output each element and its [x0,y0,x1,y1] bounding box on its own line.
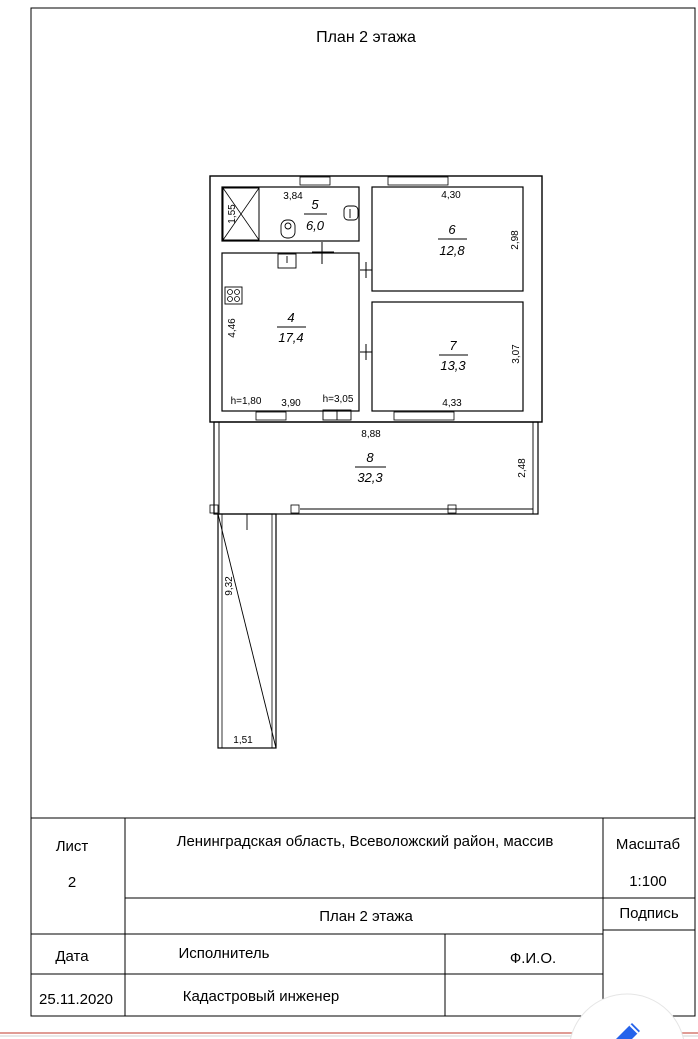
executor-label: Исполнитель [178,945,270,962]
dim-stair-width: 1,51 [233,735,253,746]
page-title: План 2 этажа [316,29,416,46]
sink-icon [344,206,358,220]
room-4-area: 17,4 [278,330,304,345]
dim-r4-width: 3,90 [281,398,301,409]
dim-r7-width: 4,33 [442,398,462,409]
room-8-number: 8 [366,450,374,465]
window [394,412,454,420]
room-4-number: 4 [287,310,295,325]
dim-r4-height: 4,46 [227,318,238,338]
window [256,412,286,420]
outer-wall [210,176,542,422]
fio-label: Ф.И.О. [509,950,557,967]
dim-stair-length: 9,32 [224,576,235,596]
scale-label: Масштаб [615,836,681,853]
room-5-area: 6,0 [305,218,325,233]
engineer-label: Кадастровый инженер [182,988,340,1005]
room-7 [372,302,523,411]
edit-fab[interactable] [569,994,685,1039]
scale-value: 1:100 [629,873,667,890]
address-text: Ленинградская область, Всеволожский район, массив [176,833,554,850]
sheet-label: Лист [55,838,89,855]
stove-icon [225,287,242,304]
room-7-number: 7 [449,338,457,353]
signature-label: Подпись [619,905,679,922]
dim-r6-width: 4,30 [441,190,461,201]
room-5-number: 5 [311,197,319,212]
window [388,177,448,185]
room-7-area: 13,3 [440,358,466,373]
dim-h2: h=3,05 [322,394,354,405]
dim-r8-width: 8,88 [361,429,381,440]
date-label: Дата [55,948,89,965]
dim-h1: h=1,80 [230,396,262,407]
dim-r8-height: 2,48 [517,458,528,478]
window [300,177,330,185]
dim-r5-height: 1,55 [227,204,238,224]
dim-r5-width: 3,84 [283,191,303,202]
dim-r7-height: 3,07 [511,344,522,364]
date-value: 25.11.2020 [39,991,113,1008]
sheet-title: План 2 этажа [319,908,413,925]
sheet-frame [31,8,695,1016]
room-8-area: 32,3 [357,470,383,485]
floor-plan [210,176,542,748]
room-6-area: 12,8 [439,243,465,258]
room-6-number: 6 [448,222,456,237]
dim-r6-height: 2,98 [510,230,521,250]
sheet-number: 2 [67,874,77,891]
